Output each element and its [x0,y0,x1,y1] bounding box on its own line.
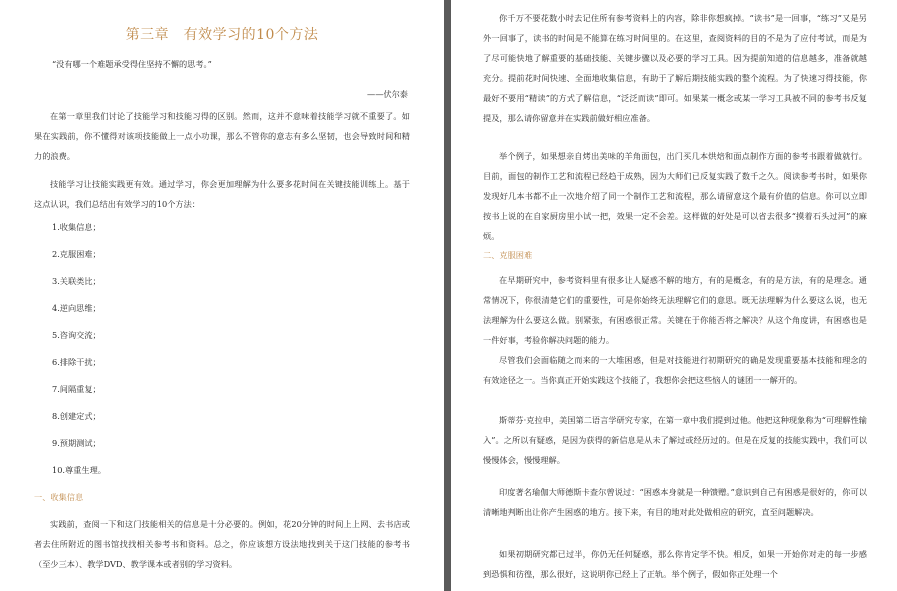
method-item: 9.预期测试； [52,438,101,448]
method-item: 1.收集信息； [52,222,101,232]
body-paragraph-6: 印度著名瑜伽大师德斯卡查尔曾说过：“困惑本身就是一种馈赠。”意识到自己有困惑是很好的，你可以清晰地判断出让你产生困惑的地方。接下来，有目的地对此处做相应的研究，直至问题解决。 [483,487,867,517]
method-item: 7.间隔重复； [52,384,101,394]
body-paragraph-4: 尽管我们会面临随之而来的一大堆困惑，但是对技能进行初期研究的确是发现重要基本技能和理念的有效途径之一。当你真正开始实践这个技能了，我想你会把这些恼人的谜团一一解开的。 [483,355,867,385]
body-paragraph-2: 举个例子，如果想亲自烤出美味的羊角面包，出门买几本烘焙和面点制作方面的参考书跟着做就行。目前，面包的制作工艺和流程已经趋于成熟，因为大师们已反复实践了数千之久。阅读参考书时，如果你发现好几本书都不止一次地介绍了同一个制作工艺和流程，那么请留意这个最有价值的信息。你可以立即按书上说的在自家厨房里小试一把，效果一定不会差。这样做的好处是可以省去很多“摸着石头过河”的麻烦。 [483,151,867,241]
intro-paragraph-1: 在第一章里我们讨论了技能学习和技能习得的区别。然而，这并不意味着技能学习就不重要了。如果在实践前，你不懂得对该项技能做上一点小功课，那么不管你的意志有多么坚韧，也会导致时间和精力的浪费。 [34,111,410,161]
method-item: 10.尊重生理。 [52,465,106,475]
section1-paragraph: 实践前，查阅一下和这门技能相关的信息是十分必要的。例如，花20分钟的时间上上网、去书店或者去住所附近的图书馆找找相关参考书和资料。总之，你应该想方设法地找到关于这门技能的参考书（至少三本）、教学DVD、教学课本或者别的学习资料。 [34,519,410,569]
body-paragraph-1: 你千万不要花数小时去记住所有参考资料上的内容，除非你想疯掉。“读书”是一回事，“练习”又是另外一回事了，读书的时间是不能算在练习时间里的。在这里，查阅资料的目的不是为了应付考试，而是为了尽可能快地了解重要的基础技能、关键步骤以及必要的学习工具。因为提前知道的信息越多，准备就越充分。提前花时间快速、全面地收集信息，有助于了解后期技能实践的整个流程。为了快速习得技能，你最好不要用“精读”的方式了解信息，“泛泛而读”即可。如果某一概念或某一学习工具被不同的参考书反复提及，那么请你留意并在实践前做好相应准备。 [483,13,867,123]
method-item: 5.咨询交流； [52,330,101,340]
method-item: 2.克服困难； [52,249,101,259]
page-divider [444,0,451,591]
epigraph-quote: “没有哪一个难题承受得住坚持不懈的思考。” [52,59,212,69]
method-item: 6.排除干扰； [52,357,101,367]
body-paragraph-5: 斯蒂芬·克拉申，美国第二语言学研究专家，在第一章中我们提到过他。他把这种现象称为“可理解性输入”。之所以有疑惑，是因为获得的新信息是从未了解过或经历过的。但是在反复的技能实践中，我们可以慢慢体会，慢慢理解。 [483,415,867,465]
method-item: 8.创建定式； [52,411,101,421]
section-heading-overcome-difficulty: 二、克服困难 [483,250,533,260]
left-page [0,0,444,591]
right-page [451,0,897,591]
intro-paragraph-2: 技能学习让技能实践更有效。通过学习，你会更加理解为什么要多花时间在关键技能训练上。基于这点认识，我们总结出有效学习的10个方法： [34,179,410,209]
body-paragraph-7: 如果初期研究都已过半，你仍无任何疑惑，那么你肯定学不快。相反，如果一开始你对走的每一步感到恐惧和彷徨，那么很好，这说明你已经上了正轨。举个例子，假如你正处理一个 [483,549,867,579]
body-paragraph-3: 在早期研究中，参考资料里有很多让人疑惑不解的地方，有的是概念，有的是方法，有的是理念。通常情况下，你很清楚它们的重要性，可是你始终无法理解它们的意思。既无法理解为什么要这么说，也无法理解为什么要这么做。别紧张，有困惑很正常。关键在于你能否将之解决？从这个角度讲，有困惑也是一件好事，考验你解决问题的能力。 [483,275,867,345]
method-item: 3.关联类比； [52,276,101,286]
method-item: 4.逆向思维； [52,303,101,313]
epigraph-author: ——伏尔泰 [367,89,408,99]
section-heading-collect-info: 一、收集信息 [34,492,84,502]
chapter-title: 第三章 有效学习的10个方法 [125,27,319,43]
